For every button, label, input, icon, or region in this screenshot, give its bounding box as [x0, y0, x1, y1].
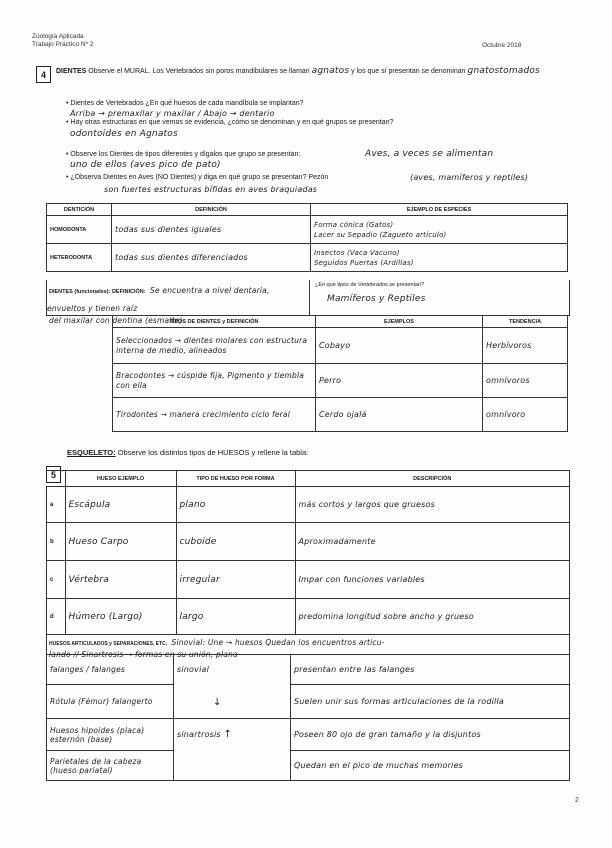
joints-header	[46, 632, 570, 659]
course-name: Zoología Aplicada	[32, 33, 84, 40]
joints-table	[46, 654, 570, 781]
col-dentition: DENTICIÓN	[47, 204, 112, 216]
joint-type	[174, 719, 291, 751]
q4-intro-title: DIENTES	[56, 68, 87, 75]
bone-name: Vértebra	[65, 561, 176, 599]
col-examples: EJEMPLO DE ESPECIES	[311, 204, 568, 216]
bone-type: irregular	[176, 561, 295, 599]
table-row	[113, 364, 568, 398]
type-example: Perro	[316, 364, 483, 398]
type-trend: omnívoro	[483, 398, 568, 432]
dentition-table	[46, 203, 568, 272]
teeth-types-table	[112, 315, 568, 432]
joint-desc: Poseen 80 ojo de gran tamaño y la disjuntos	[291, 719, 570, 751]
bone-type: plano	[176, 487, 295, 523]
dentition-name: HETERODONTA	[47, 244, 112, 272]
roots-right-label: ¿En qué tipos de Vertebrados se presentan?	[315, 282, 425, 288]
dentition-examples	[311, 216, 568, 244]
bone-type: cuboide	[176, 523, 295, 561]
joint-desc: presentan entre las falanges	[291, 655, 570, 685]
joint-arrow-cell	[174, 685, 291, 719]
q4-b3-answer-2: uno de ellos (aves pico de pato)	[70, 160, 221, 170]
hw-gnatostomados: gnatostomados	[467, 66, 541, 76]
q4-bullet-1: • Dientes de Vertebrados ¿En qué huesos de cada mandíbula se implantan?	[66, 100, 304, 107]
joint-bone: Parietales de la cabeza (hueso pariatal)	[47, 751, 174, 781]
example-1: Insectos (Vaca Vacuno)	[314, 248, 400, 257]
q5-title: ESQUELETO:	[67, 448, 116, 457]
col-bone: HUESO EJEMPLO	[65, 471, 176, 487]
q4-bullet-3: • Observe los Dientes de tipos diferentes y dígalos que grupo se presentan:	[66, 151, 301, 158]
table-row	[47, 216, 568, 244]
row-letter: c	[47, 561, 66, 599]
joint-bone: Rótula (Fémur) falangerto	[47, 685, 174, 719]
type-def: Bracodontes → cúspide fija, Pigmento y tiembla con ella	[113, 364, 316, 398]
joints-label: HUESOS ARTICULADOS y SEPARACIONES, ETC.	[49, 641, 168, 647]
joint-empty	[174, 751, 291, 781]
col-examples: EJEMPLOS	[316, 316, 483, 328]
arrow-up-icon: ↑	[223, 729, 233, 741]
roots-left-hw-2: del maxilar con dentina (esmalte)	[49, 316, 183, 325]
dentition-def: todas sus dientes diferenciados	[112, 244, 311, 272]
roots-left-hw: Se encuentra a nivel dentaria, envueltos y tienen raíz	[47, 286, 270, 313]
course-subtitle: Trabajo Práctico Nº 2	[32, 41, 94, 48]
table-row	[113, 328, 568, 364]
roots-right-hw: Mamíferos y Reptiles	[327, 294, 426, 304]
q4-b1-answer: Arriba → premaxilar y maxilar / Abajo → dentario	[70, 109, 275, 118]
q4-intro-text: Observe el MURAL. Los Vertebrados sin poros mandibulares se llaman	[88, 68, 310, 75]
joint-bone: falanges / falanges	[47, 655, 174, 685]
q4-b4-answer: (aves, mamíferos y reptiles)	[410, 173, 529, 182]
col-description: DESCRIPCIÓN	[295, 471, 570, 487]
type-def: Tirodontes → manera crecimiento ciclo feral	[113, 398, 316, 432]
bone-desc: Impar con funciones variables	[295, 561, 570, 599]
bone-name: Hueso Carpo	[65, 523, 176, 561]
q4-b4-text: ¿Observa Dientes en Aves (NO Dientes) y diga en qué grupo se presentan? Pezón	[70, 174, 329, 181]
q4-b2-answer: odontoides en Agnatos	[70, 129, 178, 139]
hw-agnatos: agnatos	[311, 66, 350, 76]
question-4-number: 4	[36, 66, 51, 83]
table-row	[47, 655, 570, 685]
joint-desc: Suelen unir sus formas articulaciones de la rodilla	[291, 685, 570, 719]
q4-intro-rest: y los que sí presentan se denominan	[351, 68, 466, 75]
col-letter	[47, 471, 66, 487]
q4-b4-answer-2: son fuertes estructuras bífidas en aves braquiadas	[104, 185, 318, 194]
q4-bullet-4: • ¿Observa Dientes en Aves (NO Dientes) y diga en qué grupo se presentan? Pezón	[66, 174, 329, 181]
col-types: TIPOS DE DIENTES y DEFINICIÓN	[113, 316, 316, 328]
col-type: TIPO DE HUESO POR FORMA	[176, 471, 295, 487]
dentition-def: todas sus dientes iguales	[112, 216, 311, 244]
type-def: Seleccionados → dientes molares con estructura interna de medio, alineados	[113, 328, 316, 364]
table-row	[47, 599, 570, 635]
q4-b1-text: Dientes de Vertebrados ¿En qué huesos de cada mandíbula se implantan?	[70, 100, 304, 107]
bone-desc: predomina longitud sobre ancho y grueso	[295, 599, 570, 635]
joints-hw-2: lando // Sinartrosis → formas en su unión, plana	[49, 650, 238, 659]
dentition-name: HOMODONTA	[47, 216, 112, 244]
q4-intro	[56, 67, 581, 76]
joint-type-text: sinartrosis	[177, 730, 221, 740]
course-title	[32, 33, 93, 49]
header-date: Octubre 2018	[482, 42, 522, 49]
bone-desc: más cortos y largos que gruesos	[295, 487, 570, 523]
example-2: Lacer su Sepadio (Zagueto artículo)	[314, 230, 447, 239]
row-letter: d	[47, 599, 66, 635]
page-number: 2	[575, 797, 579, 804]
row-letter: a	[47, 487, 66, 523]
question-5-number: 5	[46, 466, 61, 483]
table-row	[47, 487, 570, 523]
joint-bone: Huesos hipoides (placa) esternón (base)	[47, 719, 174, 751]
bone-type: largo	[176, 599, 295, 635]
q5-subtitle: Observe los distintos tipos de HUESOS y rellene la tabla:	[117, 448, 309, 457]
bone-desc: Aproximadamente	[295, 523, 570, 561]
row-letter: b	[47, 523, 66, 561]
bones-table	[46, 470, 570, 635]
joint-desc: Quedan en el pico de muchas memories	[291, 751, 570, 781]
dentition-examples	[311, 244, 568, 272]
arrow-down-icon: ↓	[213, 697, 222, 709]
type-trend: Herbívoros	[483, 328, 568, 364]
table-row	[47, 685, 570, 719]
table-row	[47, 719, 570, 751]
joint-type: sinovial	[174, 655, 291, 685]
joints-hw: Sinovial: Une → huesos Quedan los encuentros articu-	[171, 638, 385, 647]
q4-b3-answer: Aves, a veces se alimentan	[365, 149, 494, 159]
col-trend: TENDENCIA	[483, 316, 568, 328]
example-1: Forma cónica (Gatos)	[314, 220, 394, 229]
type-trend: omnívoros	[483, 364, 568, 398]
q4-bullet-2: • Hay otras estructuras en que vemos se evidencia, ¿cómo se denominan y en qué grupos se presentan?	[66, 119, 394, 126]
q4-b2-text: Hay otras estructuras en que vemos se evidencia, ¿cómo se denominan y en qué grupos se presentan?	[70, 119, 394, 126]
col-definition: DEFINICIÓN	[112, 204, 311, 216]
table-row	[47, 523, 570, 561]
q4-b3-text: Observe los Dientes de tipos diferentes y dígalos que grupo se presentan:	[70, 151, 301, 158]
type-example: Cobayo	[316, 328, 483, 364]
bone-name: Húmero (Largo)	[65, 599, 176, 635]
table-row	[113, 398, 568, 432]
type-example: Cerdo ojalá	[316, 398, 483, 432]
bone-name: Escápula	[65, 487, 176, 523]
table-row	[47, 244, 568, 272]
table-row	[47, 751, 570, 781]
q5-heading	[67, 448, 308, 457]
roots-left-label: DIENTES (funcionales): DEFINICIÓN:	[49, 289, 146, 295]
table-row	[47, 561, 570, 599]
example-2: Seguidos Puertas (Ardillas)	[314, 258, 414, 267]
